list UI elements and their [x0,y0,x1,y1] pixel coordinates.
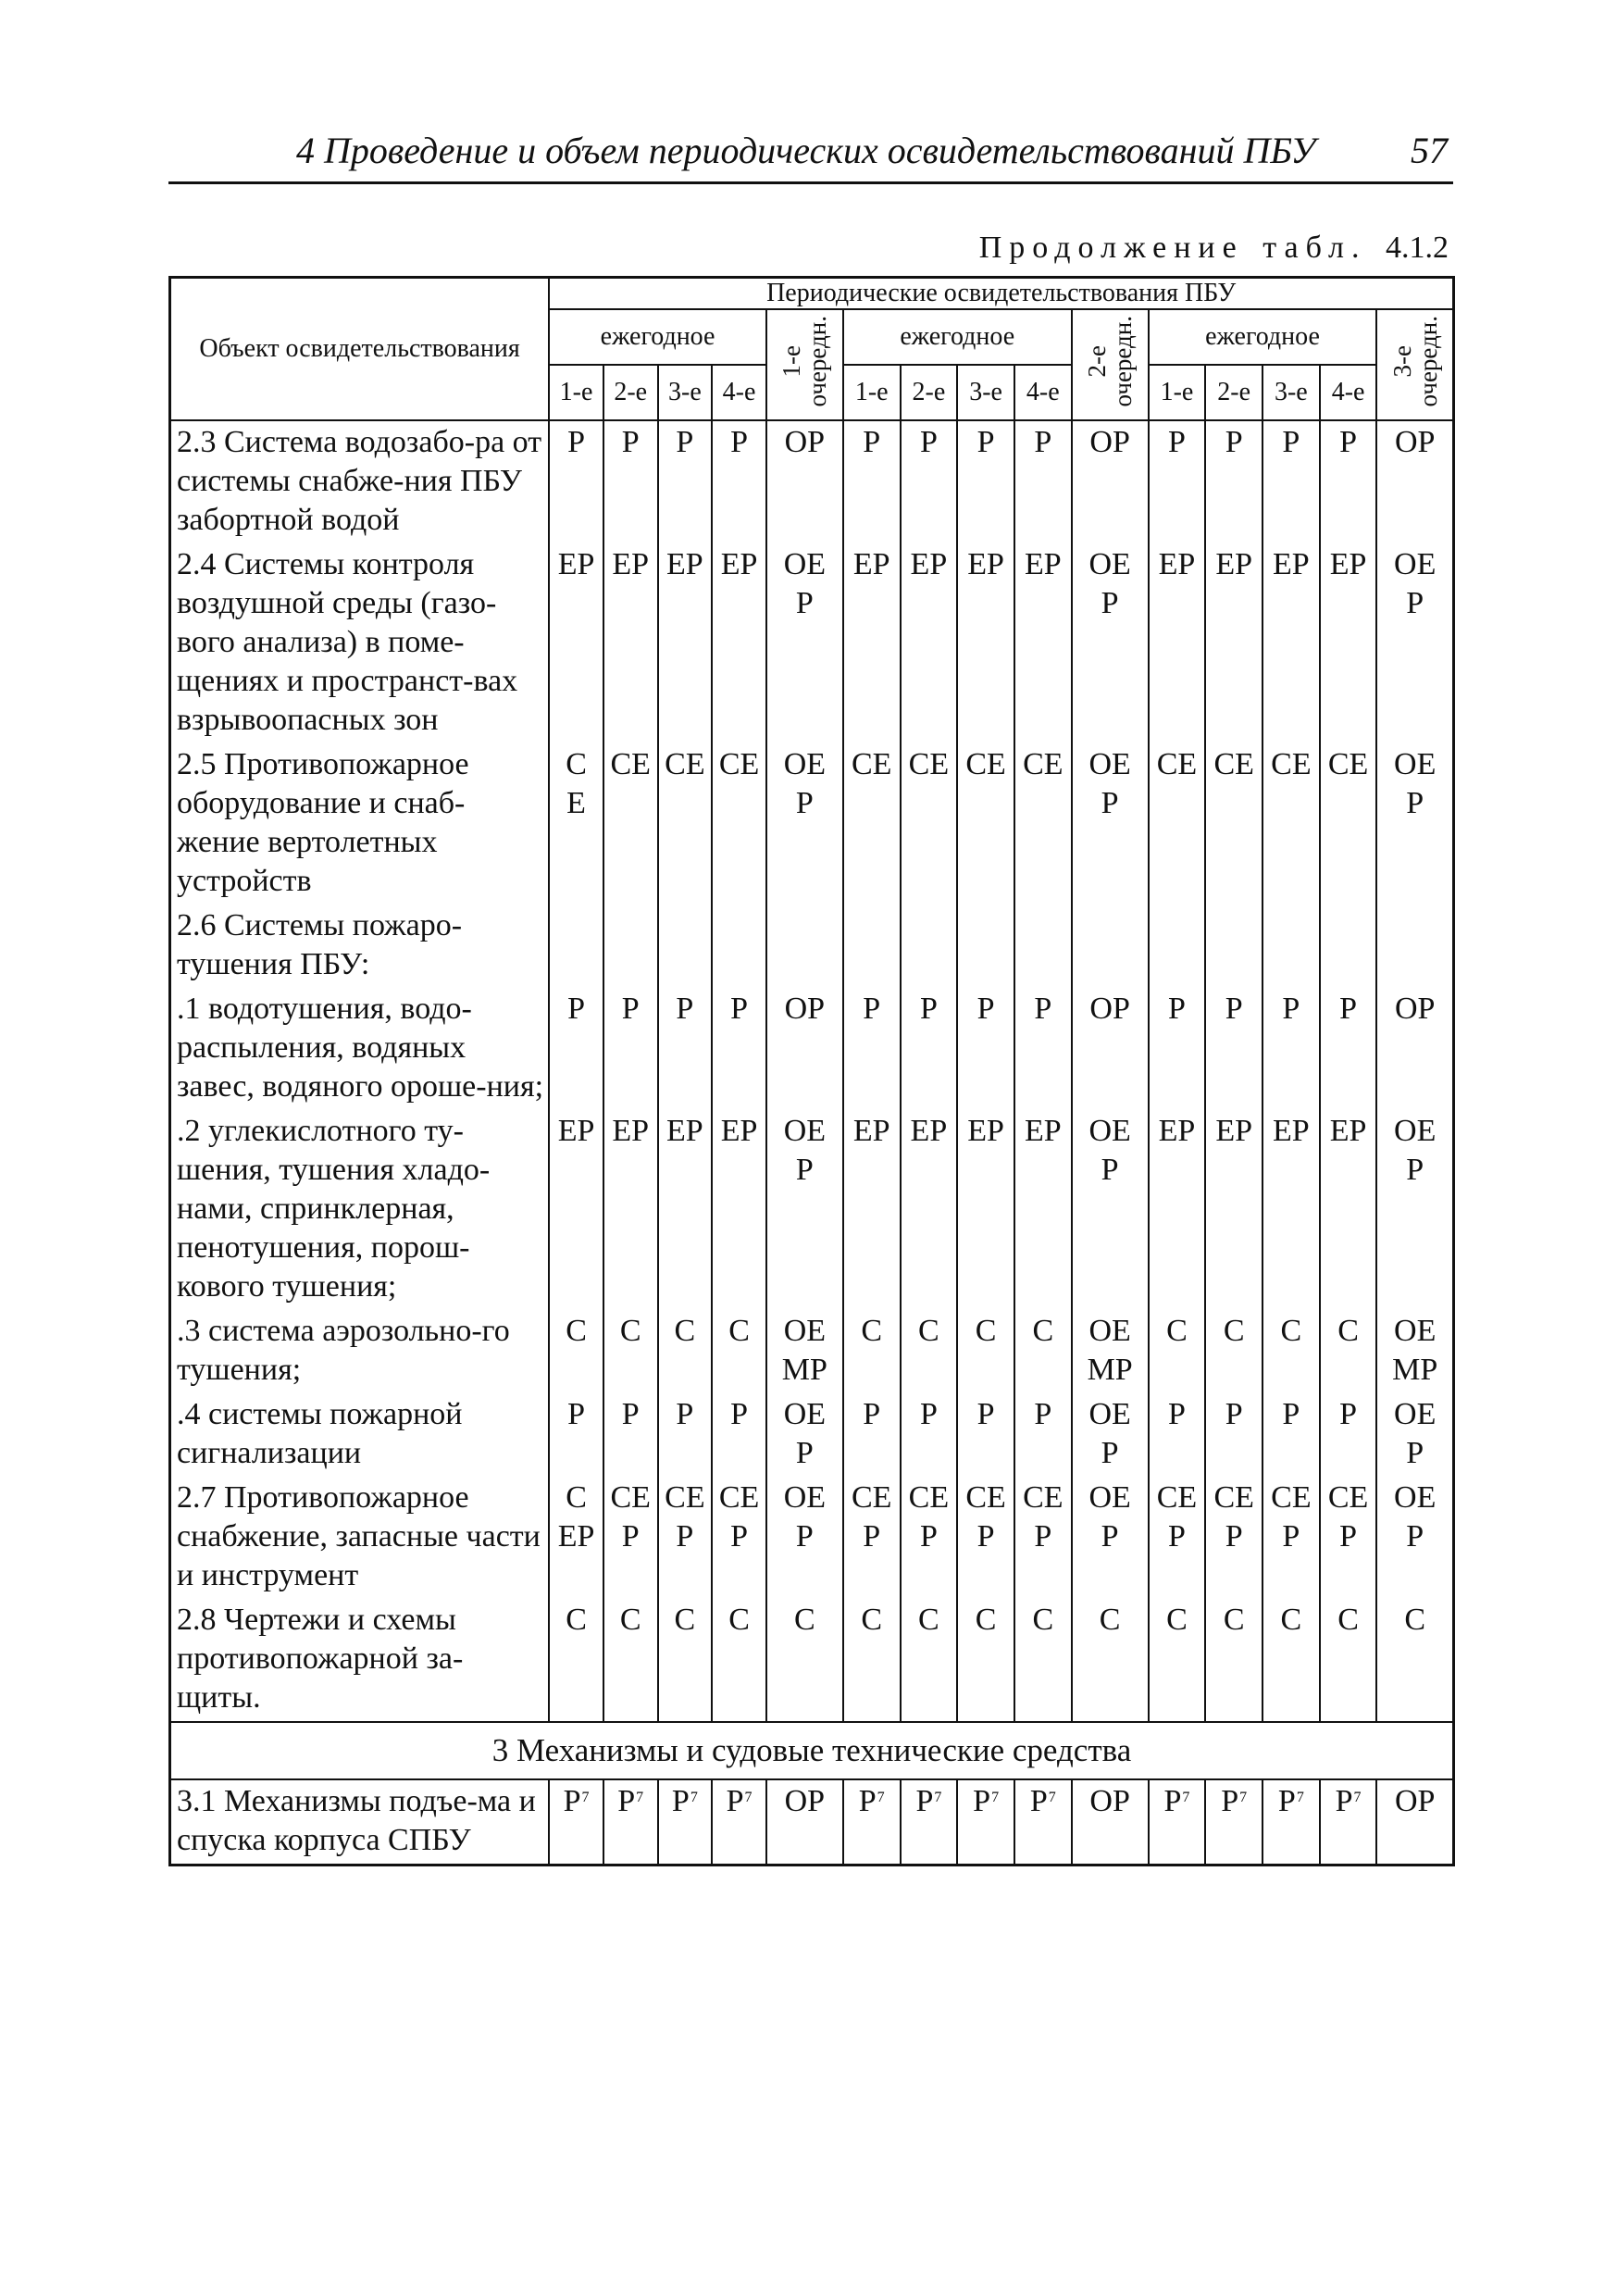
footnote-mark: 7 [877,1790,885,1805]
page-number: 57 [1411,130,1448,171]
value-cell: OE P [1072,543,1149,743]
object-cell: 2.4 Системы контроля воздушной среды (газо-вого анализа) в поме-щениях и пространст-вах взрывоопасных зон [170,543,550,743]
value-cell [1263,1779,1320,1866]
table-row [170,1393,1454,1477]
footnote-mark: 7 [1048,1790,1056,1805]
annual-subheader: 4-е [1320,365,1377,420]
value-cell: C [658,1310,713,1393]
footnote-mark: 7 [934,1790,942,1805]
value-cell: P [1014,420,1072,543]
value-cell: OE P [766,543,843,743]
value-cell [603,1779,658,1866]
value-cell: P [901,1393,958,1477]
value-cell: CE [1149,743,1206,905]
regular-header [766,309,843,420]
footnote-mark: 7 [1239,1790,1248,1805]
value-cell: P [712,420,766,543]
object-cell: 3.1 Механизмы подъе-ма и спуска корпуса СПБУ [170,1779,550,1866]
table-row [170,1477,1454,1599]
value-cell: OP [1072,1779,1149,1866]
value-cell: CE P [957,1477,1014,1599]
annual-subheader: 1-е [549,365,603,420]
table-header [170,278,1454,421]
value-cell: P [1320,1393,1377,1477]
value-cell: OP [766,420,843,543]
value-cell: P [1149,420,1206,543]
object-cell: 2.6 Системы пожаро-тушения ПБУ: [170,905,550,988]
value-cell: P [603,1393,658,1477]
value-cell [603,905,658,988]
value-cell: C [549,1599,603,1722]
value-cell: P [1263,420,1320,543]
value-cell: C [1014,1599,1072,1722]
value-cell: OE P [766,1477,843,1599]
footnote-mark: 7 [744,1790,753,1805]
regular-header [1072,309,1149,420]
value-cell: EP [549,543,603,743]
value-cell: P [549,420,603,543]
table-row [170,1310,1454,1393]
value-cell: C [1263,1310,1320,1393]
annual-header: ежегодное [1149,309,1377,365]
value-cell: EP [1205,1110,1263,1310]
object-cell: .3 система аэрозольно-го тушения; [170,1310,550,1393]
value-cell: P [957,1393,1014,1477]
value-cell: C [1376,1599,1453,1722]
value-cell: EP [1263,543,1320,743]
value-cell: CE P [1205,1477,1263,1599]
annual-subheader: 2-е [1205,365,1263,420]
regular-header [1376,309,1453,420]
value-cell: OE P [1072,743,1149,905]
footnote-mark: 7 [690,1790,698,1805]
table-row [170,988,1454,1110]
object-cell: 2.7 Противопожарное снабжение, запасные части и инструмент [170,1477,550,1599]
value-cell: CE P [901,1477,958,1599]
value-cell: P [1014,988,1072,1110]
cell-value: P [1221,1784,1239,1818]
cell-value: P [563,1784,581,1818]
value-cell [549,1779,603,1866]
annual-header: ежегодное [843,309,1072,365]
value-cell [1320,1779,1377,1866]
value-cell: EP [1014,1110,1072,1310]
value-cell: C [1205,1310,1263,1393]
footnote-mark: 7 [636,1790,644,1805]
value-cell: EP [1014,543,1072,743]
value-cell: P [658,420,713,543]
value-cell [1320,905,1377,988]
value-cell: C [603,1310,658,1393]
value-cell [1263,905,1320,988]
value-cell: OP [1072,988,1149,1110]
value-cell: CE P [603,1477,658,1599]
value-cell: C [1014,1310,1072,1393]
value-cell: CE P [712,1477,766,1599]
cell-value: P [1335,1784,1353,1818]
value-cell: C [843,1310,901,1393]
value-cell: C [901,1310,958,1393]
value-cell: EP [957,543,1014,743]
table-row [170,543,1454,743]
value-cell: P [1149,988,1206,1110]
value-cell: P [843,420,901,543]
value-cell: EP [1149,1110,1206,1310]
value-cell: EP [843,1110,901,1310]
footnote-mark: 7 [581,1790,590,1805]
value-cell: EP [957,1110,1014,1310]
value-cell: EP [1320,543,1377,743]
value-cell: P [658,988,713,1110]
annual-subheader: 4-е [1014,365,1072,420]
table-row [170,420,1454,543]
inspection-table [168,276,1455,1866]
value-cell: CE [712,743,766,905]
value-cell: CE P [843,1477,901,1599]
cell-value: P [1163,1784,1182,1818]
value-cell: P [1205,420,1263,543]
value-cell: C [1320,1310,1377,1393]
value-cell: EP [549,1110,603,1310]
annual-subheader: 3-е [957,365,1014,420]
value-cell: P [1263,1393,1320,1477]
value-cell: C [549,1310,603,1393]
annual-header: ежегодное [549,309,766,365]
value-cell: CE [1014,743,1072,905]
value-cell: P [603,420,658,543]
value-cell: P [901,988,958,1110]
value-cell: P [1205,1393,1263,1477]
value-cell: C [1072,1599,1149,1722]
value-cell: C [1205,1599,1263,1722]
annual-subheader: 2-е [603,365,658,420]
value-cell: P [658,1393,713,1477]
value-cell: P [1205,988,1263,1110]
object-header: Объект освидетельствования [170,278,550,421]
object-cell: 2.8 Чертежи и схемы противопожарной за-щиты. [170,1599,550,1722]
value-cell: CE [1320,743,1377,905]
table-row [170,905,1454,988]
value-cell: C [1149,1599,1206,1722]
value-cell: P [1149,1393,1206,1477]
value-cell: C [957,1599,1014,1722]
value-cell: C [1149,1310,1206,1393]
value-cell [901,905,958,988]
value-cell [1014,905,1072,988]
value-cell: EP [603,1110,658,1310]
value-cell: OE P [1376,1110,1453,1310]
annual-subheader: 3-е [658,365,713,420]
table-row [170,1110,1454,1310]
value-cell: CE P [1014,1477,1072,1599]
value-cell: C [1263,1599,1320,1722]
value-cell [1205,1779,1263,1866]
caption-abbr: табл. [1263,231,1367,265]
value-cell [549,905,603,988]
value-cell: EP [712,543,766,743]
running-title: 4 Проведение и объем периодических освидетельствований ПБУ [296,130,1316,171]
value-cell: P [901,420,958,543]
value-cell: OP [1376,1779,1453,1866]
value-cell: C [712,1599,766,1722]
value-cell: EP [843,543,901,743]
value-cell: CE P [1149,1477,1206,1599]
value-cell: P [1320,988,1377,1110]
value-cell: C [712,1310,766,1393]
caption-number: 4.1.2 [1386,231,1449,265]
value-cell: P [549,1393,603,1477]
cell-value: P [915,1784,934,1818]
value-cell: C EP [549,1477,603,1599]
value-cell: EP [712,1110,766,1310]
value-cell: OE P [1376,743,1453,905]
object-cell: 2.3 Система водозабо-ра от системы снабже-ния ПБУ забортной водой [170,420,550,543]
value-cell: P [1320,420,1377,543]
value-cell [957,1779,1014,1866]
value-cell: C [843,1599,901,1722]
value-cell: OP [1072,420,1149,543]
value-cell: C [603,1599,658,1722]
value-cell: CE [957,743,1014,905]
value-cell [712,905,766,988]
value-cell: C [1320,1599,1377,1722]
value-cell [766,905,843,988]
regular-header-label: 1-е очередн. [777,315,832,407]
value-cell: OP [1376,988,1453,1110]
value-cell: P [843,1393,901,1477]
value-cell: C [901,1599,958,1722]
value-cell: CE P [1320,1477,1377,1599]
value-cell [1149,905,1206,988]
object-cell: 2.5 Противопожарное оборудование и снаб-жение вертолетных устройств [170,743,550,905]
value-cell: P [603,988,658,1110]
value-cell: P [712,988,766,1110]
value-cell: EP [1320,1110,1377,1310]
value-cell: CE [843,743,901,905]
regular-header-label: 2-е очередн. [1083,315,1138,407]
value-cell: EP [1263,1110,1320,1310]
value-cell: CE P [1263,1477,1320,1599]
regular-header-label: 3-е очередн. [1387,315,1442,407]
value-cell [1376,905,1453,988]
value-cell: C [658,1599,713,1722]
cell-value: P [726,1784,744,1818]
value-cell: P [712,1393,766,1477]
value-cell [843,905,901,988]
value-cell: CE [603,743,658,905]
value-cell: OE P [1376,1393,1453,1477]
value-cell [658,1779,713,1866]
value-cell: C [957,1310,1014,1393]
caption-word: Продолжение [978,231,1244,265]
value-cell: OE P [1376,1477,1453,1599]
value-cell: EP [658,543,713,743]
value-cell [901,1779,958,1866]
annual-subheader: 3-е [1263,365,1320,420]
footnote-mark: 7 [1353,1790,1362,1805]
table-caption [168,230,1449,267]
cell-value: P [858,1784,877,1818]
value-cell: EP [901,543,958,743]
value-cell [658,905,713,988]
table-row [170,1599,1454,1722]
value-cell: OE P [1376,543,1453,743]
value-cell: OP [766,1779,843,1866]
footnote-mark: 7 [1296,1790,1304,1805]
value-cell: P [1263,988,1320,1110]
value-cell [1149,1779,1206,1866]
footnote-mark: 7 [1182,1790,1190,1805]
value-cell: P [843,988,901,1110]
cell-value: P [1029,1784,1048,1818]
cell-value: P [617,1784,636,1818]
value-cell: EP [603,543,658,743]
value-cell: EP [1205,543,1263,743]
value-cell: OE P [1072,1110,1149,1310]
value-cell: CE [1263,743,1320,905]
value-cell: CE [1205,743,1263,905]
annual-subheader: 2-е [901,365,958,420]
group-header: Периодические освидетельствования ПБУ [549,278,1453,310]
section-title: 3 Механизмы и судовые технические средства [170,1722,1454,1779]
value-cell: OE P [766,743,843,905]
value-cell [843,1779,901,1866]
value-cell: OE MP [1376,1310,1453,1393]
value-cell: OE P [766,1110,843,1310]
annual-subheader: 1-е [1149,365,1206,420]
table-body [170,420,1454,1866]
table-row [170,743,1454,905]
object-cell: .4 системы пожарной сигнализации [170,1393,550,1477]
value-cell: P [1014,1393,1072,1477]
value-cell: P [549,988,603,1110]
value-cell [712,1779,766,1866]
table-row [170,1779,1454,1866]
running-header [168,130,1453,184]
cell-value: P [1277,1784,1296,1818]
value-cell: OP [766,988,843,1110]
value-cell: P [957,420,1014,543]
value-cell: C E [549,743,603,905]
value-cell: OE MP [1072,1310,1149,1393]
value-cell: C [766,1599,843,1722]
footnote-mark: 7 [991,1790,1000,1805]
annual-subheader: 4-е [712,365,766,420]
value-cell: CE [658,743,713,905]
cell-value: P [671,1784,690,1818]
value-cell [1205,905,1263,988]
section-row [170,1722,1454,1779]
value-cell [957,905,1014,988]
value-cell: P [957,988,1014,1110]
value-cell: EP [1149,543,1206,743]
value-cell: OP [1376,420,1453,543]
value-cell: CE [901,743,958,905]
value-cell: CE P [658,1477,713,1599]
annual-subheader: 1-е [843,365,901,420]
value-cell: OE P [1072,1393,1149,1477]
value-cell: EP [658,1110,713,1310]
value-cell: OE MP [766,1310,843,1393]
value-cell: EP [901,1110,958,1310]
cell-value: P [973,1784,991,1818]
object-cell: .1 водотушения, водо-распыления, водяных завес, водяного ороше-ния; [170,988,550,1110]
value-cell [1072,905,1149,988]
value-cell: OE P [766,1393,843,1477]
value-cell: OE P [1072,1477,1149,1599]
value-cell [1014,1779,1072,1866]
object-cell: .2 углекислотного ту-шения, тушения хладо-нами, спринклерная, пенотушения, порош-кового тушения; [170,1110,550,1310]
